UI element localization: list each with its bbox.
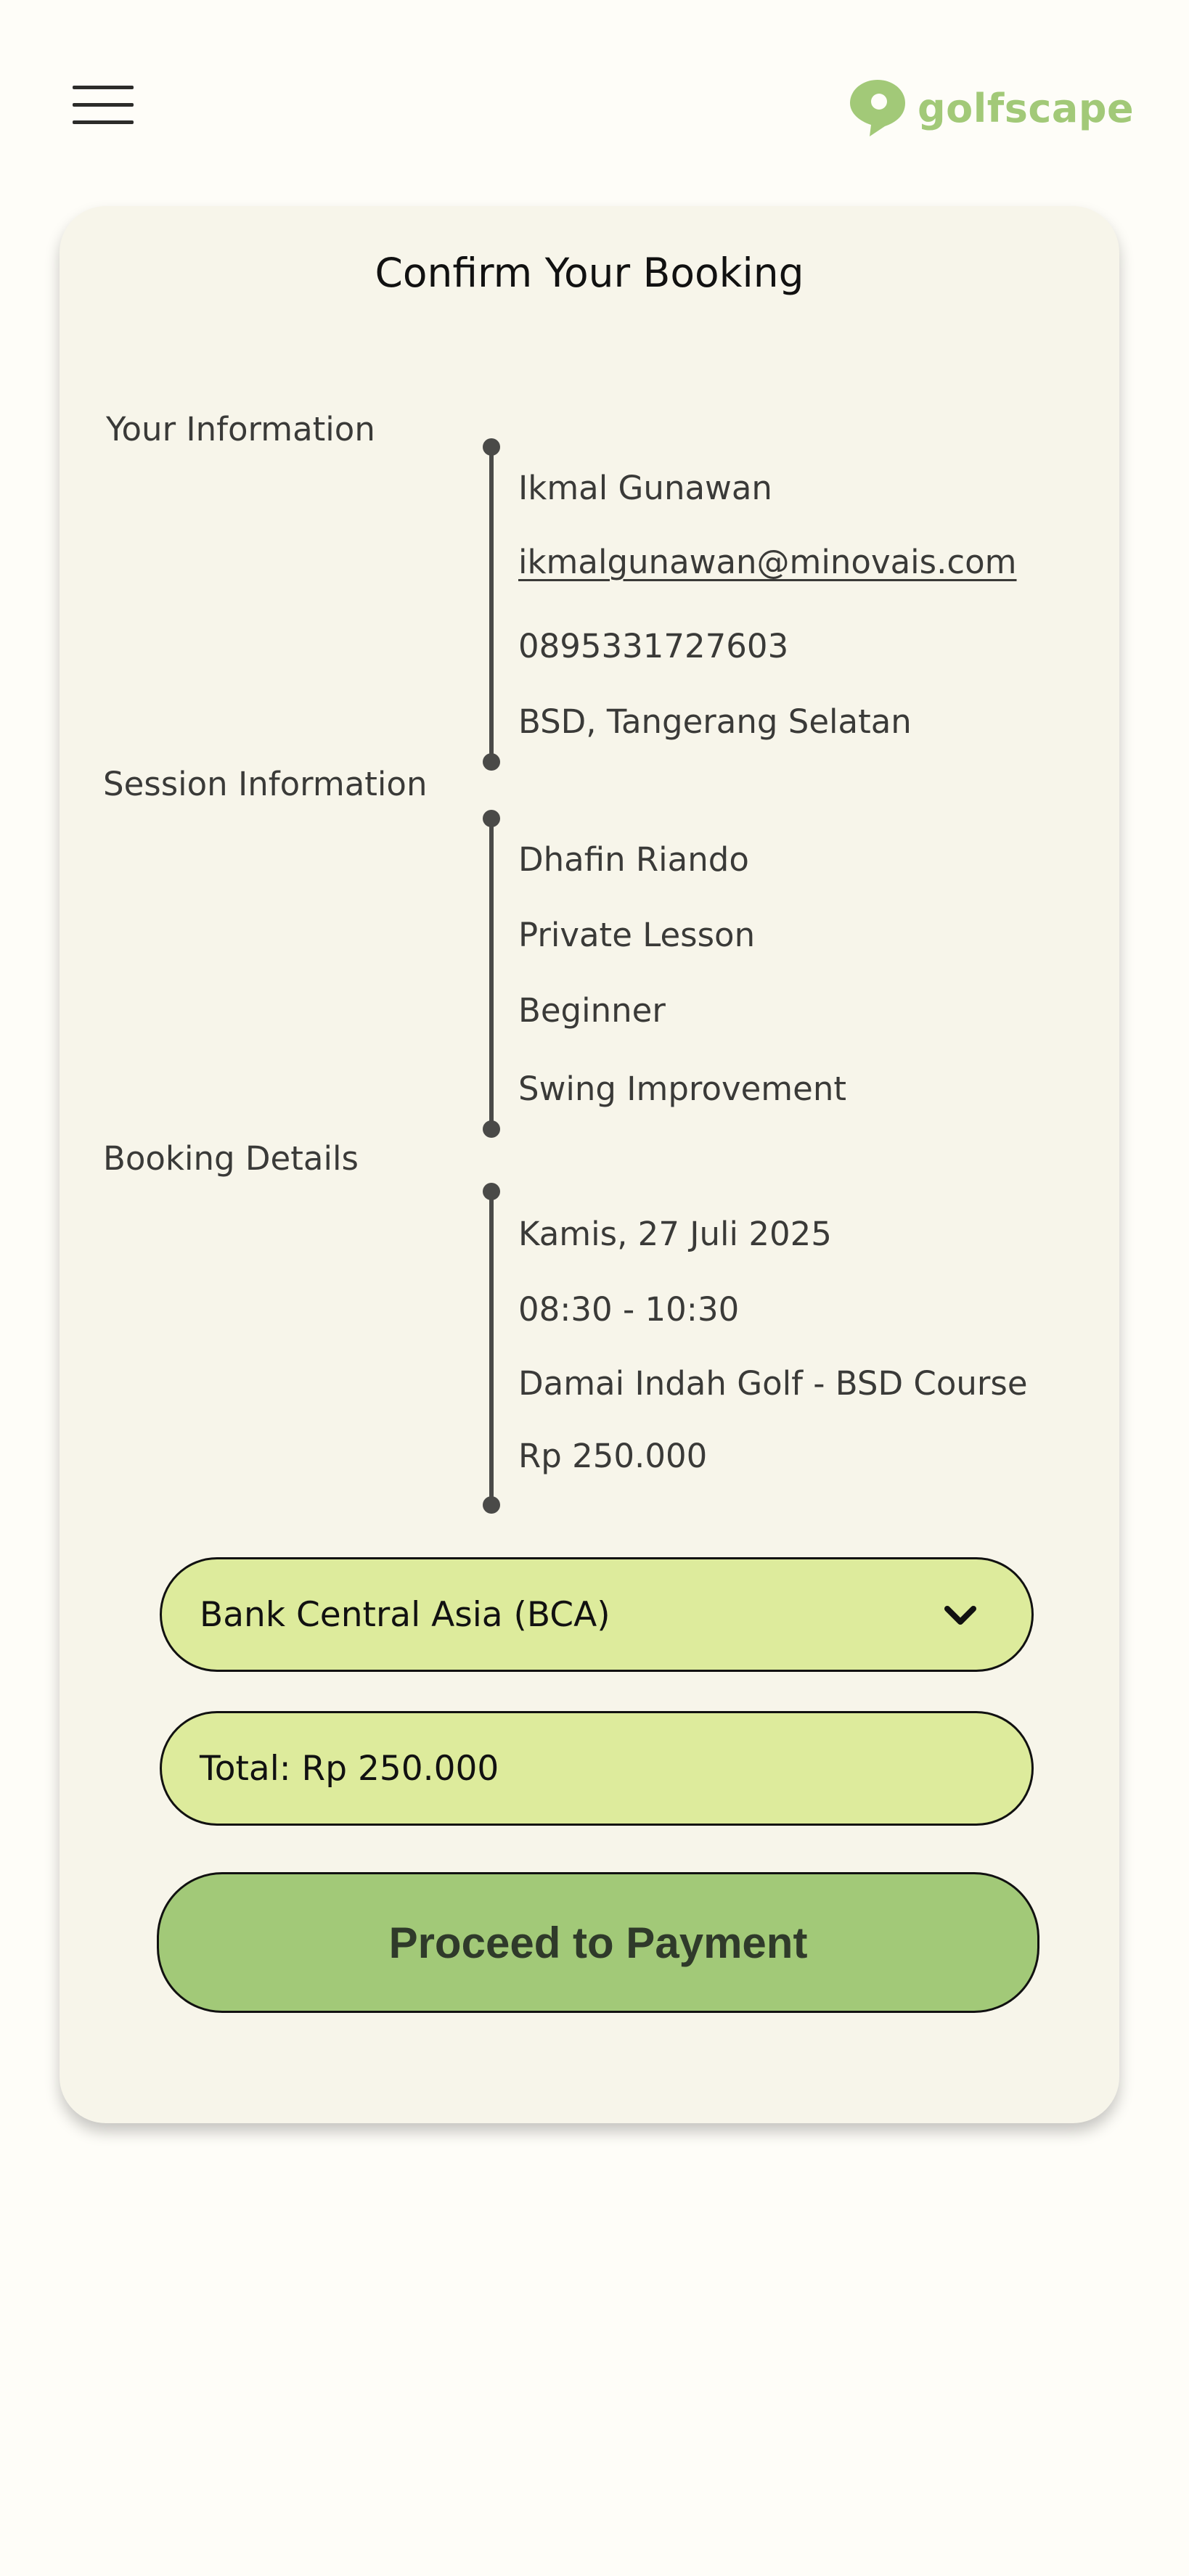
- timeline-dot: [483, 753, 500, 771]
- user-email-link[interactable]: ikmalgunawan@minovais.com: [518, 543, 1017, 581]
- menu-line: [73, 103, 134, 107]
- timeline-dot: [483, 1496, 500, 1514]
- menu-line: [73, 120, 134, 124]
- booking-venue: Damai Indah Golf - BSD Course: [518, 1364, 1028, 1403]
- section-label-session-information: Session Information: [103, 765, 428, 803]
- proceed-to-payment-button[interactable]: Proceed to Payment: [157, 1872, 1039, 2013]
- page-title: Confirm Your Booking: [375, 250, 804, 296]
- payment-method-select[interactable]: [160, 1557, 1034, 1672]
- timeline-dot: [483, 1120, 500, 1138]
- session-lesson-type: Private Lesson: [518, 916, 756, 954]
- user-phone: 0895331727603: [518, 627, 789, 665]
- booking-time: 08:30 - 10:30: [518, 1290, 740, 1329]
- payment-method-value: Bank Central Asia (BCA): [200, 1594, 610, 1635]
- section-label-your-information: Your Information: [106, 410, 375, 448]
- user-location: BSD, Tangerang Selatan: [518, 702, 912, 741]
- timeline-rail: [489, 447, 494, 762]
- golf-pin-logo-icon: [845, 75, 910, 141]
- menu-line: [73, 86, 134, 89]
- app-header: [0, 0, 1189, 174]
- total-amount-display: [160, 1711, 1034, 1826]
- session-coach: Dhafin Riando: [518, 840, 749, 879]
- booking-date: Kamis, 27 Juli 2025: [518, 1215, 832, 1253]
- chevron-down-icon: [940, 1594, 981, 1635]
- timeline-rail: [489, 1191, 494, 1505]
- hamburger-menu-icon[interactable]: [73, 86, 134, 126]
- timeline-rail: [489, 819, 494, 1129]
- booking-price: Rp 250.000: [518, 1437, 708, 1475]
- total-amount: Total: Rp 250.000: [200, 1748, 499, 1789]
- session-level: Beginner: [518, 991, 666, 1030]
- brand-logo[interactable]: [845, 75, 1134, 141]
- session-focus: Swing Improvement: [518, 1070, 846, 1108]
- brand-wordmark: golfscape: [918, 85, 1135, 131]
- section-label-booking-details: Booking Details: [103, 1139, 359, 1178]
- user-name: Ikmal Gunawan: [518, 469, 772, 507]
- booking-confirmation-card: [60, 206, 1119, 2123]
